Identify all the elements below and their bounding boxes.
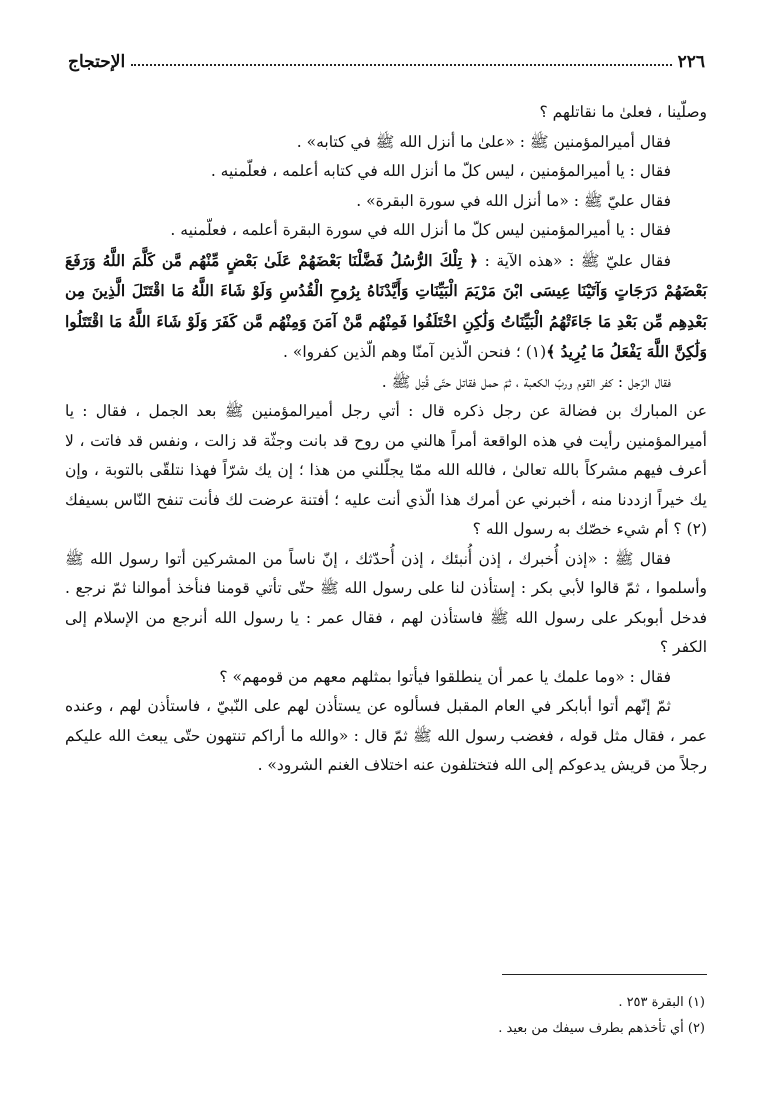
page-number: ٢٢٦ <box>677 52 705 72</box>
paragraph: فقال : يا أميرالمؤمنين ، ليس كلّ ما أنزل الله في كتابه أعلمه ، فعلّمنيه . <box>210 162 671 180</box>
footnote: (١) البقرة ٢٥٣ . <box>618 995 705 1010</box>
header-dotted-leader <box>131 63 671 66</box>
paragraph-with-verse <box>65 246 707 368</box>
paragraph: فقال عليّ ﷺ : «ما أنزل الله في سورة البقرة» . <box>356 191 671 210</box>
footnote: (٢) أي تأخذهم بطرف سيفك من بعيد . <box>498 1021 705 1036</box>
paragraph: فقال الرّجل : كفر القوم وربّ الكعبة ، ثمّ حمل فقاتل حتّى قُتِل ﷺ . <box>381 372 671 391</box>
book-title: الإحتجاج <box>68 52 126 72</box>
paragraph: فقال : يا أميرالمؤمنين ليس كلّ ما أنزل الله في سورة البقرة أعلمه ، فعلّمنيه . <box>170 221 671 239</box>
main-text <box>65 98 707 781</box>
paragraph: فقال : «وما علمك يا عمر أن ينطلقوا فيأتوا بمثلهم معهم من قومهم» ؟ <box>219 667 671 686</box>
footnotes <box>68 990 705 1042</box>
verse-tail: (١) ؛ فنحن الّذين آمنّا وهم الّذين كفروا» . <box>283 343 547 361</box>
paragraph: ثمّ إنّهم أتوا أبابكر في العام المقبل فسألوه عن يستأذن لهم على النّبيّ ، فاستأذن لهم ، وعنده عمر ، فقال مثل قوله ، فغضب رسول الله ﷺ ثمّ قال : «والله ما أراكم تنتهون حتّى يبعث الله عليكم رجلاً من قريش يدعوكم إلى الله فتختلفون عنه اختلاف الغنم الشرود» . <box>65 697 707 774</box>
quran-verse: ﴿ تِلْكَ الرُّسُلُ فَضَّلْنَا بَعْضَهُمْ عَلَىٰ بَعْضٍ مِّنْهُم مَّن كَلَّمَ اللَّهُ وَرَفَعَ بَعْضَهُمْ دَرَجَاتٍ وَآتَيْنَا عِيسَى ابْنَ مَرْيَمَ الْبَيِّنَاتِ وَأَيَّدْنَاهُ بِرُوحِ الْقُدُسِ وَلَوْ شَاءَ اللَّهُ مَا اقْتَتَلَ الَّذِينَ مِن بَعْدِهِم مِّن بَعْدِ مَا جَاءَتْهُمُ الْبَيِّنَاتُ وَلَٰكِنِ اخْتَلَفُوا فَمِنْهُم مَّنْ آمَنَ وَمِنْهُم مَّن كَفَرَ وَلَوْ شَاءَ اللَّهُ مَا اقْتَتَلُوا وَلَٰكِنَّ اللَّهَ يَفْعَلُ مَا يُرِيدُ ﴾ <box>65 250 707 361</box>
verse-lead: فقال عليّ ﷺ : «هذه الآية : <box>478 251 671 270</box>
footnote-separator <box>502 974 707 975</box>
paragraph: فقال ﷺ : «إذن أُخبرك ، إذن أُنبئك ، إذن أُحدّثك ، إنّ ناساً من المشركين أتوا رسول الله ﷺ وأسلموا ، ثمّ قالوا لأبي بكر : إستأذن لنا على رسول الله ﷺ حتّى تأتي قومنا فنأخذ أموالنا ثمّ نرجع . فدخل أبوبكر على رسول الله ﷺ فاستأذن لهم ، فقال عمر : يا رسول الله أنرجع من الإسلام إلى الكفر ؟ <box>65 549 707 656</box>
running-header <box>68 42 705 72</box>
paragraph: فقال أميرالمؤمنين ﷺ : «علىٰ ما أنزل الله ﷺ في كتابه» . <box>296 132 671 151</box>
paragraph: عن المبارك بن فضالة عن رجل ذكره قال : أتي رجل أميرالمؤمنين ﷺ بعد الجمل ، فقال : يا أميرالمؤمنين رأيت في هذه الواقعة أمراً هالني من روح قد بانت وجثّة قد زالت ، ونفس قد فاتت ، لا أعرف فيهم مشركاً بالله تعالىٰ ، فالله الله ممّا يجلّلني من هذا ؛ إن يك شرّاً فهذا نتلقّى بالتوبة ، وإن يك خيراً ازددنا منه ، أخبرني عن أمرك هذا الّذي أنت عليه ؛ أفتنة عرضت لك فأنت تنفح النّاس بسيفك (٢) ؟ أم شيء خصّك به رسول الله ؟ <box>65 402 707 538</box>
paragraph: وصلّينا ، فعلىٰ ما نقاتلهم ؟ <box>539 103 707 121</box>
